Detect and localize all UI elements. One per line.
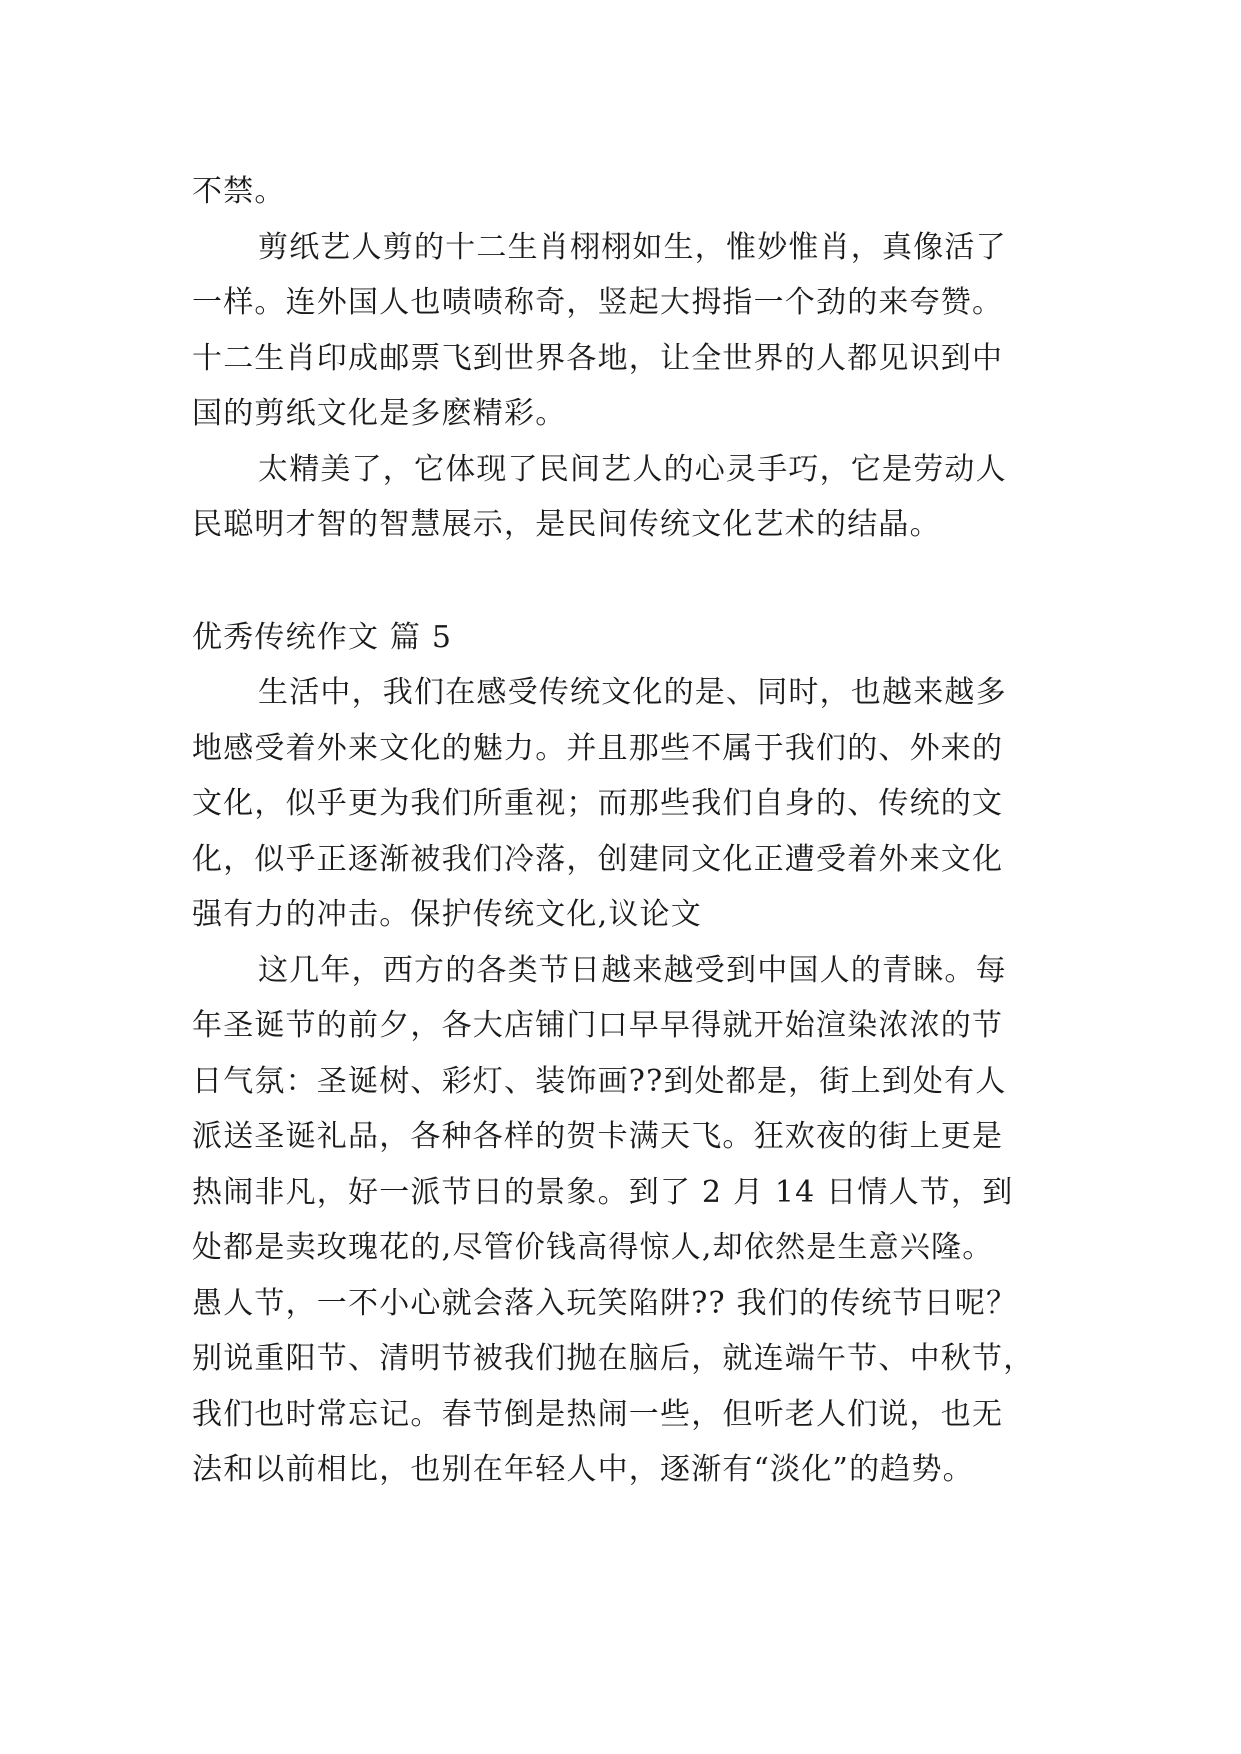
paragraph-paper-cutting <box>192 220 1052 442</box>
section-heading: 优秀传统作文 篇 5 <box>192 619 453 655</box>
text-line: 不禁。 <box>192 174 286 209</box>
text-line: 这几年，西方的各类节日越来越受到中国人的青睐。每 <box>258 952 1007 988</box>
text-line: 剪纸艺人剪的十二生肖栩栩如生，惟妙惟肖，真像活了 <box>258 229 1007 265</box>
text-line: 热闹非凡，好一派节日的景象。到了 2 月 14 日情人节，到 <box>192 1174 1014 1210</box>
text-line: 法和以前相比，也别在年轻人中，逐渐有“淡化”的趋势。 <box>192 1452 974 1487</box>
text-line: 太精美了，它体现了民间艺人的心灵手巧，它是劳动人 <box>258 451 1007 487</box>
text-line: 处都是卖玫瑰花的,尽管价钱高得惊人,却依然是生意兴隆。 <box>192 1230 994 1265</box>
text-line: 文化，似乎更为我们所重视；而那些我们自身的、传统的文 <box>192 786 1004 821</box>
document-body <box>192 164 1052 1498</box>
text-line: 日气氛：圣诞树、彩灯、装饰画??到处都是，街上到处有人 <box>192 1063 1007 1099</box>
text-line: 派送圣诞礼品，各种各样的贺卡满天飞。狂欢夜的街上更是 <box>192 1119 1004 1154</box>
text-line: 十二生肖印成邮票飞到世界各地，让全世界的人都见识到中 <box>192 340 1004 376</box>
paragraph-exquisite <box>192 442 1052 553</box>
text-line: 一样。连外国人也啧啧称奇，竖起大拇指一个劲的来夸赞。 <box>192 285 1004 320</box>
text-line: 化，似乎正逐渐被我们冷落，创建同文化正遭受着外来文化 <box>192 841 1004 877</box>
text-line: 国的剪纸文化是多麽精彩。 <box>192 396 567 431</box>
text-line: 愚人节，一不小心就会落入玩笑陷阱?? 我们的传统节日呢？ <box>192 1285 1018 1321</box>
text-line: 年圣诞节的前夕，各大店铺门口早早得就开始渲染浓浓的节 <box>192 1008 1004 1043</box>
paragraph-foreign-culture <box>192 665 1052 943</box>
paragraph-fragment <box>192 164 1052 220</box>
text-line: 民聪明才智的智慧展示，是民间传统文化艺术的结晶。 <box>192 507 941 542</box>
paragraph-western-festivals <box>192 943 1052 1498</box>
text-line: 我们也时常忘记。春节倒是热闹一些，但听老人们说，也无 <box>192 1396 1004 1432</box>
text-line: 生活中，我们在感受传统文化的是、同时，也越来越多 <box>258 675 1007 710</box>
text-line: 地感受着外来文化的魅力。并且那些不属于我们的、外来的 <box>192 730 1004 766</box>
text-line: 强有力的冲击。保护传统文化,议论文 <box>192 897 702 932</box>
text-line: 别说重阳节、清明节被我们抛在脑后，就连端午节、中秋节， <box>192 1341 1035 1376</box>
